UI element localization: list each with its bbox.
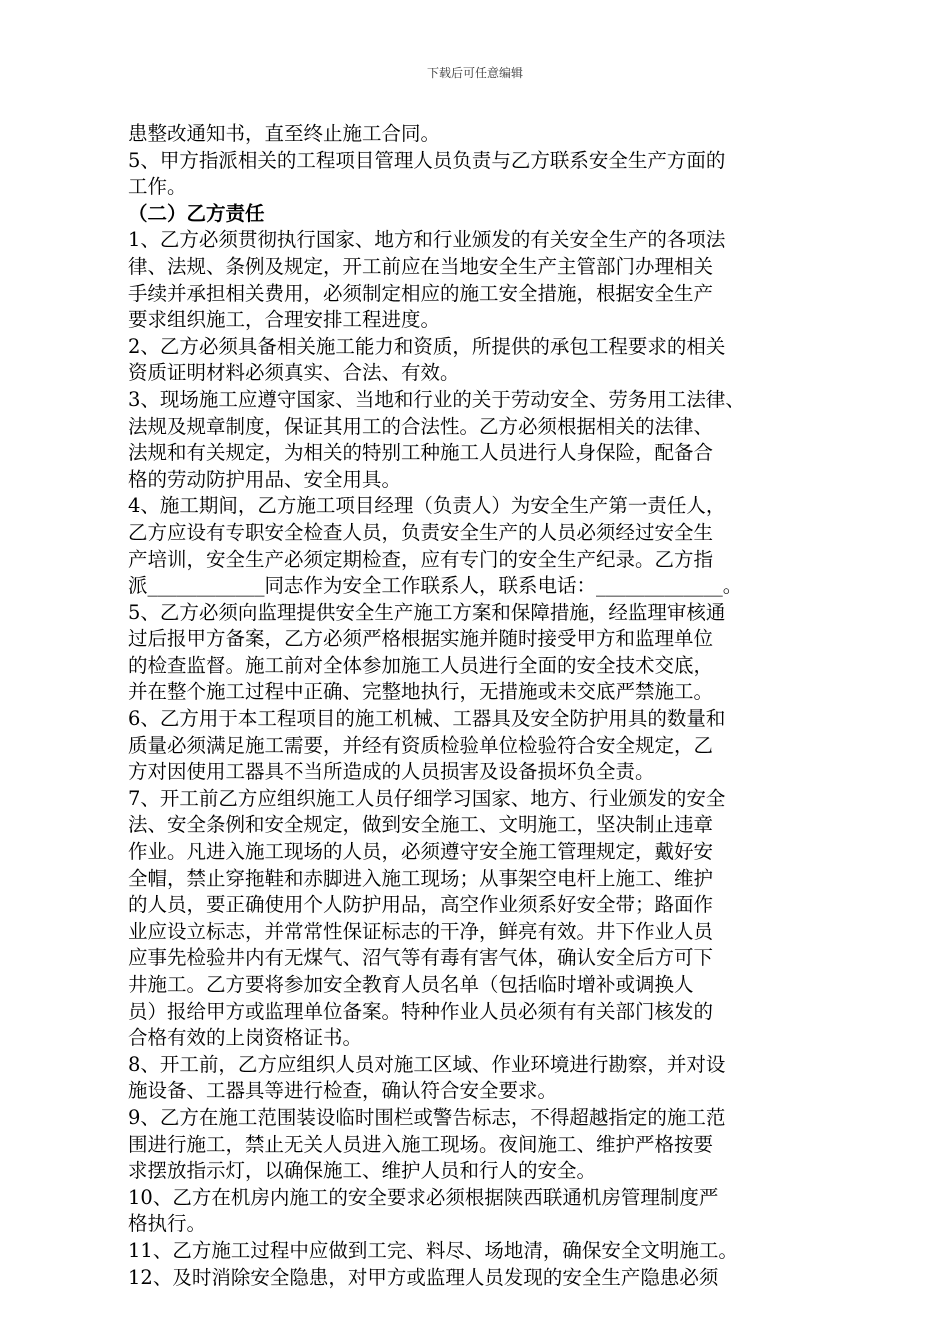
text-line: 应事先检验井内有无煤气、沼气等有毒有害气体，确认安全后方可下 [128,946,714,970]
text-line: 并在整个施工过程中正确、完整地执行，无措施或未交底严禁施工。 [128,680,714,704]
text-line: 7、开工前乙方应组织施工人员仔细学习国家、地方、行业颁发的安全 [128,786,726,810]
section-heading: （二）乙方责任 [128,201,265,225]
text-line: 手续并承担相关费用，必须制定相应的施工安全措施，根据安全生产 [128,281,714,305]
text-line: 10、乙方在机房内施工的安全要求必须根据陕西联通机房管理制度严 [128,1185,719,1209]
text-line: 质量必须满足施工需要，并经有资质检验单位检验符合安全规定，乙 [128,733,714,757]
text-line: 员）报给甲方或监理单位备案。特种作业人员必须有有关部门核发的 [128,999,714,1023]
text-line: 12、及时消除安全隐患，对甲方或监理人员发现的安全生产隐患必须 [128,1265,719,1289]
text-line: 派____________同志作为安全工作联系人，联系电话：_____________。 [128,574,743,598]
text-line: 的人员，要正确使用个人防护用品，高空作业须系好安全带；路面作 [128,893,714,917]
text-line: 施设备、工器具等进行检查，确认符合安全要求。 [128,1079,558,1103]
text-line: 格的劳动防护用品、安全用具。 [128,467,402,491]
text-line: 乙方应设有专职安全检查人员，负责安全生产的人员必须经过安全生 [128,520,714,544]
text-line: 患整改通知书，直至终止施工合同。 [128,122,441,145]
text-line: 法规和有关规定，为相关的特别工种施工人员进行人身保险，配备合 [128,441,714,465]
text-line: 合格有效的上岗资格证书。 [128,1026,363,1050]
text-line: 资质证明材料必须真实、合法、有效。 [128,361,460,385]
text-line: 产培训，安全生产必须定期检查，应有专门的安全生产纪录。乙方指 [128,547,714,571]
text-line: 8、开工前，乙方应组织人员对施工区域、作业环境进行勘察，并对设 [128,1052,726,1076]
text-line: 4、施工期间，乙方施工项目经理（负责人）为安全生产第一责任人， [128,494,726,518]
text-line: 要求组织施工，合理安排工程进度。 [128,308,441,332]
text-line: 5、乙方必须向监理提供安全生产施工方案和保障措施，经监理审核通 [128,600,726,624]
text-line: 过后报甲方备案，乙方必须严格根据实施并随时接受甲方和监理单位 [128,627,714,651]
body-text [128,121,822,1291]
text-line: 作业。凡进入施工现场的人员，必须遵守安全施工管理规定，戴好安 [128,840,714,864]
text-line: 井施工。乙方要将参加安全教育人员名单（包括临时增补或调换人 [128,973,694,996]
text-line: 法规及规章制度，保证其用工的合法性。乙方必须根据相关的法律、 [128,414,714,438]
text-line: 1、乙方必须贯彻执行国家、地方和行业颁发的有关安全生产的各项法 [128,228,726,252]
text-line: 11、乙方施工过程中应做到工完、料尽、场地清，确保安全文明施工。 [128,1238,738,1262]
text-line: 的检查监督。施工前对全体参加施工人员进行全面的安全技术交底， [128,653,714,677]
header-note: 下载后可任意编辑 [426,66,523,80]
text-line: 6、乙方用于本工程项目的施工机械、工器具及安全防护用具的数量和 [128,707,726,731]
text-line: 求摆放指示灯，以确保施工、维护人员和行人的安全。 [128,1159,597,1183]
text-line: 围进行施工，禁止无关人员进入施工现场。夜间施工、维护严格按要 [128,1132,714,1156]
text-line: 工作。 [128,175,187,199]
text-line: 法、安全条例和安全规定，做到安全施工、文明施工，坚决制止违章 [128,813,714,837]
text-line: 律、法规、条例及规定，开工前应在当地安全生产主管部门办理相关 [128,254,714,278]
text-line: 5、甲方指派相关的工程项目管理人员负责与乙方联系安全生产方面的 [128,148,726,172]
text-line: 9、乙方在施工范围装设临时围栏或警告标志，不得超越指定的施工范 [128,1105,726,1129]
text-line: 3、现场施工应遵守国家、当地和行业的关于劳动安全、劳务用工法律、 [128,387,745,411]
text-line: 业应设立标志，并常常性保证标志的干净，鲜亮有效。井下作业人员 [128,919,714,943]
text-line: 全帽，禁止穿拖鞋和赤脚进入施工现场；从事架空电杆上施工、维护 [128,866,714,890]
text-line: 方对因使用工器具不当所造成的人员损害及设备损坏负全责。 [128,760,655,784]
text-line: 格执行。 [128,1212,207,1236]
text-line: 2、乙方必须具备相关施工能力和资质，所提供的承包工程要求的相关 [128,334,726,358]
